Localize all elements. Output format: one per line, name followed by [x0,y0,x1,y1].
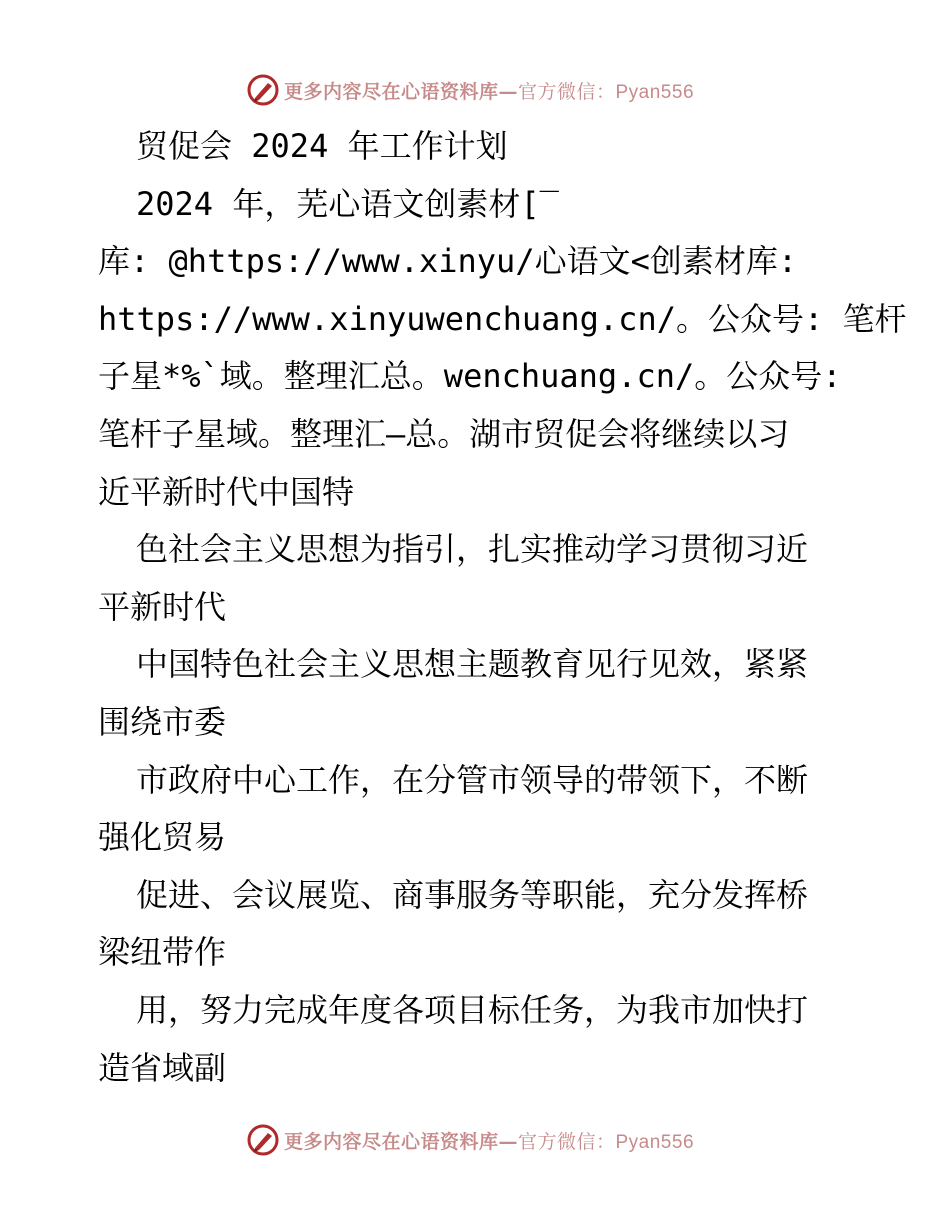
document-line: 笔杆子星域。整理汇—总。湖市贸促会将继续以习 [98,414,790,453]
header-watermark [0,70,950,110]
document-line: 中国特色社会主义思想主题教育见行见效，紧紧 [136,645,809,684]
footer-watermark [0,1120,950,1160]
document-line: https://www.xinyuwenchuang.cn/。公众号: 笔杆 [98,299,907,338]
document-line: 库: @https://www.xinyu/心语文<创素材库: [98,242,798,281]
document-line: 促进、会议展览、商事服务等职能，充分发挥桥 [136,875,809,914]
document-line: 强化贸易 [98,818,227,857]
document-line: 用，努力完成年度各项目标任务，为我市加快打 [136,990,809,1029]
document-line: 平新时代 [98,587,227,626]
document-body [98,118,907,1097]
document-line: 市政府中心工作，在分管市领导的带领下，不断 [136,760,809,799]
pen-logo-icon [246,1123,280,1157]
document-line: 梁纽带作 [98,933,227,972]
watermark-text: 更多内容尽在心语资料库—官方微信：Pyan556 [283,1130,695,1153]
document-line: 造省域副 [98,1048,227,1087]
document-title: 贸促会 2024 年工作计划 [136,127,508,165]
document-line: 色社会主义思想为指引，扎实推动学习贯彻习近 [136,530,809,569]
document-line: 围绕市委 [98,702,227,741]
document-line: 子星*%`域。整理汇总。wenchuang.cn/。公众号: [98,357,842,396]
document-line: 近平新时代中国特 [98,472,355,511]
watermark-text: 更多内容尽在心语资料库—官方微信：Pyan556 [283,80,695,103]
document-line: 2024 年，芜心语文创素材[‾ [136,184,559,223]
pen-logo-icon [246,73,280,107]
